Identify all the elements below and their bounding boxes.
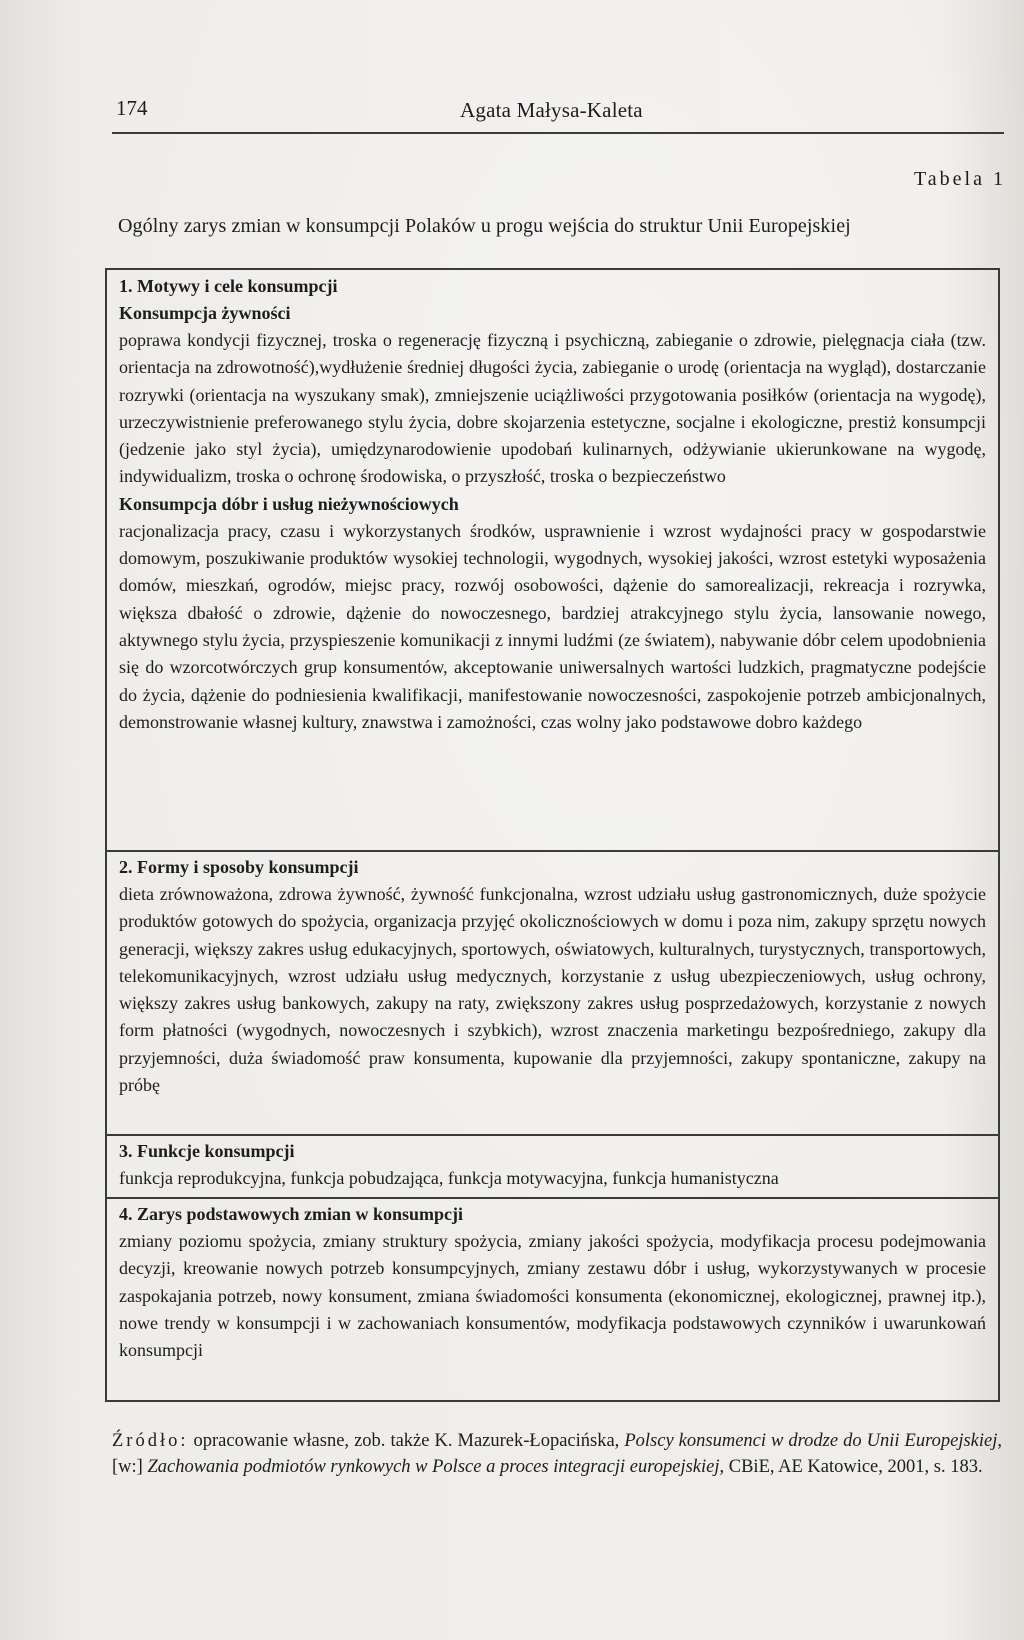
subsection-heading-nonfood: Konsumpcja dóbr i usług nieżywnościowych xyxy=(119,493,459,514)
table-title: Ogólny zarys zmian w konsumpcji Polaków u progu wejścia do struktur Unii Europejskiej xyxy=(118,215,851,237)
table-section-motives xyxy=(107,273,998,736)
table-label: Tabela 1 xyxy=(913,168,1006,190)
source-text: opracowanie własne, zob. także K. Mazurek-Łopacińska, xyxy=(188,1431,625,1451)
page-number: 174 xyxy=(116,96,148,120)
section-heading: 2. Formy i sposoby konsumpcji xyxy=(119,857,359,877)
source-title-2: Zachowania podmiotów rynkowych w Polsce a proces integracji europejskiej xyxy=(147,1457,720,1477)
section-heading: 3. Funkcje konsumpcji xyxy=(119,1141,295,1161)
source-title-1: Polscy konsumenci w drodze do Unii Europejskiej xyxy=(624,1431,998,1451)
table-section-forms xyxy=(107,854,998,1099)
running-head-author: Agata Małysa-Kaleta xyxy=(460,98,643,122)
table-divider xyxy=(107,850,998,852)
table-source-note xyxy=(112,1428,1002,1480)
source-lead: Źródło: xyxy=(112,1431,189,1451)
table-section-changes xyxy=(107,1201,998,1364)
table-section-functions xyxy=(107,1138,998,1192)
subsection-heading-food: Konsumpcja żywności xyxy=(119,303,291,323)
section-text: dieta zrównoważona, zdrowa żywność, żywność funkcjonalna, wzrost udziału usług gastronomicznych, duże spożycie produktów gotowych do spożycia, organizacja przyjęć okolicznościowych w domu i poza nim, zakupy sprzętu nowych generacji, większy zakres usług edukacyjnych, sportowych, oświatowych, kulturalnych, turystycznych, transportowych, telekomunikacyjnych, wzrost udziału usług medycznych, korzystanie z usług ubezpieczeniowych, usług ochrony, większy zakres usług bankowych, zakupy na raty, zwiększony zakres usług posprzedażowych, korzystanie z nowych form płatności (wygodnych, nowoczesnych i szybkich), wzrost znaczenia marketingu bezpośredniego, zakupy dla przyjemności, duża świadomość praw konsumenta, kupowanie dla przyjemności, zakupy spontaniczne, zakupy na próbę xyxy=(119,884,986,1096)
page-header xyxy=(112,96,1004,134)
table-divider xyxy=(107,1197,998,1199)
section-text: zmiany poziomu spożycia, zmiany struktury spożycia, zmiany jakości spożycia, modyfikacja procesu podejmowania decyzji, kreowanie nowych potrzeb konsumpcyjnych, zmiany zestawu dóbr i usług, wykorzystywanych w procesie zaspokajania potrzeb, nowy konsument, zmiana świadomości konsumenta (ekonomicznej, ekologicznej, prawnej itp.), nowe trendy w konsumpcji i w zachowaniach konsumentów, modyfikacja podstawowych czynników i uwarunkowań konsumpcji xyxy=(119,1231,986,1361)
section-text: funkcja reprodukcyjna, funkcja pobudzająca, funkcja motywacyjna, funkcja humanistyczna xyxy=(119,1168,779,1188)
subsection-text-nonfood: racjonalizacja pracy, czasu i wykorzystanych środków, usprawnienie i wzrost wydajności pracy w gospodarstwie domowym, poszukiwanie produktów wysokiej technologii, wygodnych, wysokiej jakości, wzrost estetyki wyposażenia domów, mieszkań, ogrodów, miejsc pracy, rozwój osobowości, dążenie do samorealizacji, rekreacja i rozrywka, większa dbałość o zdrowie, dążenie do nowoczesnego, bardziej atrakcyjnego stylu życia, lansowanie nowego, aktywnego stylu życia, przyspieszenie komunikacji z innymi ludźmi (ze światem), nabywanie dóbr celem upodobnienia się do wzorcotwórczych grup konsumentów, akceptowanie uniwersalnych wartości ludzkich, pragmatyczne podejście do życia, dążenie do podniesienia kwalifikacji, manifestowanie nowoczesności, zaspokojenie potrzeb ambicjonalnych, demonstrowanie własnej kultury, znawstwa i zamożności, czas wolny jako podstawowe dobro każdego xyxy=(119,520,986,732)
subsection-text-food: poprawa kondycji fizycznej, troska o regenerację fizyczną i psychiczną, zabieganie o zdrowie, pielęgnacja ciała (tzw. orientacja na zdrowotność),wydłużenie średniej długości życia, zabieganie o urodę (orientacja na wygląd), dostarczanie rozrywki (orientacja na wyszukany smak), zmniejszenie uciążliwości przygotowania posiłków (orientacja na wygodę), urzeczywistnienie preferowanego stylu życia, dobre skojarzenia estetyczne, socjalne i ekologiczne, prestiż konsumpcji (jedzenie jako styl życia), umiędzynarodowienie upodobań kulinarnych, odżywianie ukierunkowane na wygodę, indywidualizm, troska o ochronę środowiska, o przyszłość, troska o bezpieczeństwo xyxy=(119,330,986,487)
section-heading: 4. Zarys podstawowych zmian w konsumpcji xyxy=(119,1204,464,1224)
source-text: , [w:] xyxy=(112,1431,1002,1477)
summary-table xyxy=(105,268,1000,1402)
source-text: , CBiE, AE Katowice, 2001, s. 183. xyxy=(719,1457,983,1477)
table-divider xyxy=(107,1134,998,1136)
section-heading: 1. Motywy i cele konsumpcji xyxy=(119,276,338,296)
